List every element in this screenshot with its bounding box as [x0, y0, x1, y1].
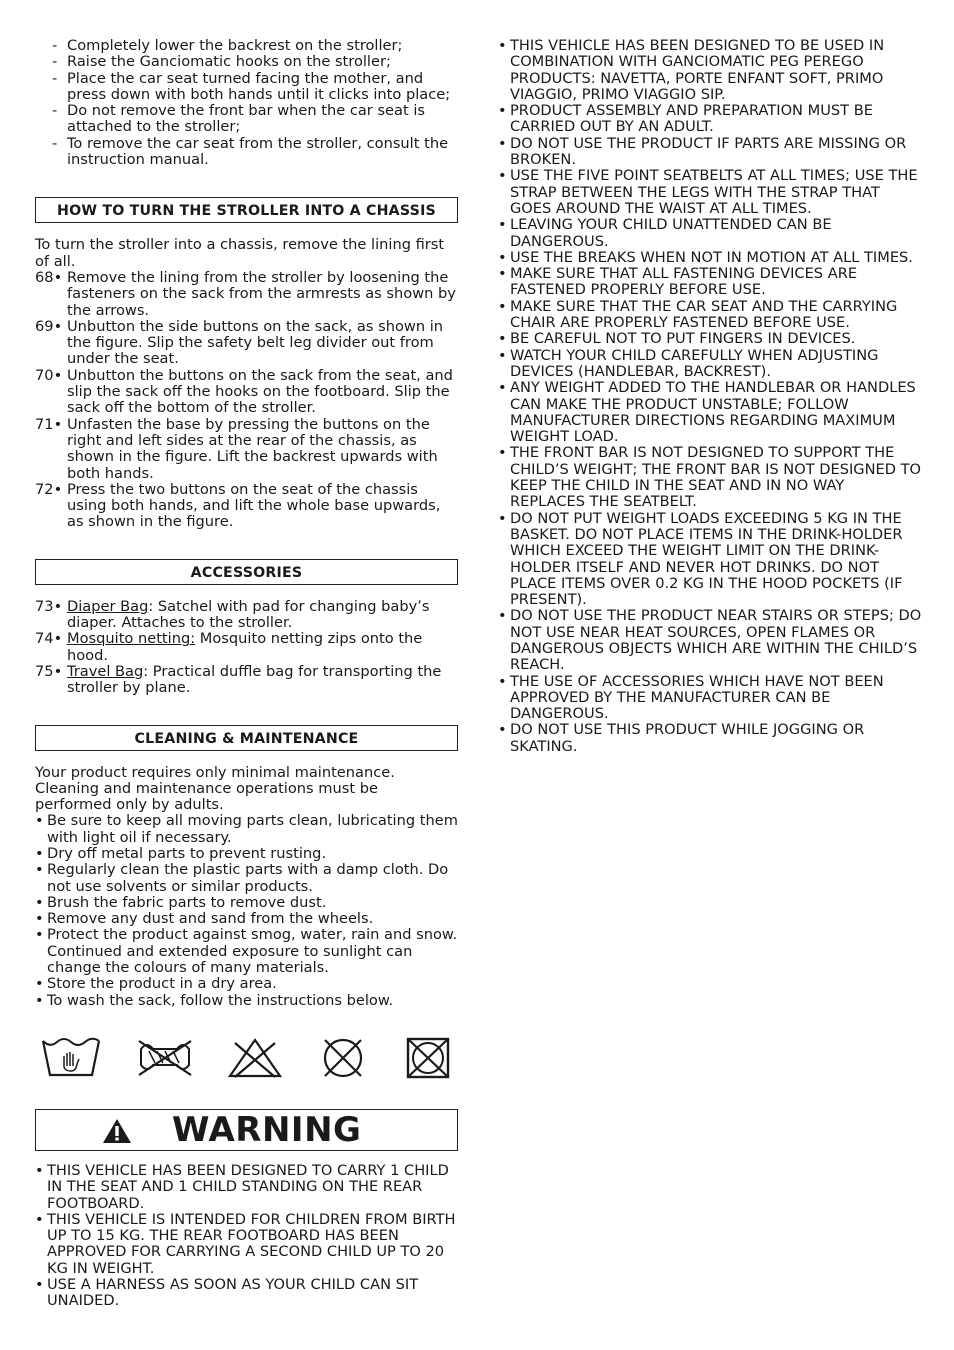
list-item: • Be sure to keep all moving parts clean, lubricating them with light oil if necessary. [35, 812, 458, 846]
list-item: • BE CAREFUL NOT TO PUT FINGERS IN DEVICES. [498, 330, 856, 348]
list-item: 75• Travel Bag: Practical duffle bag for transporting the stroller by plane. [35, 662, 442, 697]
list-item: • USE THE FIVE POINT SEATBELTS AT ALL TIMES; USE THE STRAP BETWEEN THE LEGS WITH THE STRAP THAT GOES AROUND THE WAIST AT ALL TIMES. [498, 167, 918, 217]
list-item: • MAKE SURE THAT THE CAR SEAT AND THE CARRYING CHAIR ARE PROPERLY FASTENED BEFORE USE. [498, 297, 898, 332]
warning-list-right [498, 38, 923, 755]
hand-wash-icon [40, 1037, 102, 1079]
list-item: • THIS VEHICLE HAS BEEN DESIGNED TO CARRY 1 CHILD IN THE SEAT AND 1 CHILD STANDING ON THE REAR FOOTBOARD. [35, 1161, 449, 1212]
warning-triangle-icon [102, 1118, 132, 1144]
list-item: • THIS VEHICLE HAS BEEN DESIGNED TO BE USED IN COMBINATION WITH GANCIOMATIC PEG PEREGO PRODUCTS: NAVETTA, PORTE ENFANT SOFT, PRIMO VIAGGIO, PRIMO VIAGGIO SIP. [498, 37, 885, 103]
do-not-dry-clean-icon [315, 1037, 371, 1079]
list-item: • THE FRONT BAR IS NOT DESIGNED TO SUPPORT THE CHILD’S WEIGHT; THE FRONT BAR IS NOT DESIGNED TO KEEP THE CHILD IN THE SEAT AND IN NO WAY REPLACES THE SEATBELT. [498, 444, 922, 511]
list-item: • Remove any dust and sand from the wheels. [35, 910, 374, 928]
cleaning-heading: CLEANING & MAINTENANCE [35, 725, 458, 751]
list-item: • PRODUCT ASSEMBLY AND PREPARATION MUST BE CARRIED OUT BY AN ADULT. [498, 102, 873, 136]
list-item: 68• Remove the lining from the stroller by loosening the fasteners on the sack from the armrests as shown by the arrows. [35, 268, 456, 319]
car-seat-steps [35, 38, 458, 168]
do-not-bleach-icon [227, 1037, 283, 1079]
warning-title: WARNING [172, 1109, 362, 1150]
list-item: • DO NOT PUT WEIGHT LOADS EXCEEDING 5 KG IN THE BASKET. DO NOT PLACE ITEMS IN THE DRINK-HOLDER WHICH EXCEED THE WEIGHT LIMIT ON THE DRINK-HOLDER ITSELF AND NEVER HOT DRINKS. DO NOT PLACE ITEMS OVER 0.2 KG IN THE HOOD POCKETS (IF PRESENT). [498, 509, 903, 609]
list-item: 70• Unbutton the buttons on the sack from the seat, and slip the sack off the hooks on the footboard. Slip the sack off the bottom of the stroller. [35, 366, 453, 417]
chassis-steps [35, 270, 458, 531]
list-item: - Place the car seat turned facing the mother, and press down with both hands until it clicks into place; [52, 69, 451, 103]
list-item: - To remove the car seat from the stroller, consult the instruction manual. [52, 134, 449, 169]
list-item: • Brush the fabric parts to remove dust. [35, 893, 327, 911]
warning-banner [35, 1109, 458, 1151]
list-item: • Dry off metal parts to prevent rusting. [35, 844, 327, 862]
list-item: 73• Diaper Bag: Satchel with pad for changing baby’s diaper. Attaches to the stroller. [35, 597, 430, 632]
list-item: 74• Mosquito netting: Mosquito netting zips onto the hood. [35, 630, 423, 664]
list-item: • DO NOT USE THIS PRODUCT WHILE JOGGING OR SKATING. [498, 721, 865, 755]
left-column [35, 38, 458, 1310]
right-column [498, 38, 923, 755]
list-item: 71• Unfasten the base by pressing the buttons on the right and left sides at the rear of the chassis, as shown in the figure. Lift the backrest upwards with both hands. [35, 415, 438, 482]
accessories-list [35, 599, 458, 697]
list-item: • Regularly clean the plastic parts with a damp cloth. Do not use solvents or similar products. [35, 861, 449, 895]
list-item: 72• Press the two buttons on the seat of the chassis using both hands, and lift the whole base upwards, as shown in the figure. [35, 480, 441, 531]
list-item: • WATCH YOUR CHILD CAREFULLY WHEN ADJUSTING DEVICES (HANDLEBAR, BACKREST). [498, 346, 879, 380]
chassis-intro: To turn the stroller into a chassis, remove the lining first of all. [35, 236, 445, 270]
list-item: • MAKE SURE THAT ALL FASTENING DEVICES ARE FASTENED PROPERLY BEFORE USE. [498, 265, 858, 299]
list-item: 69• Unbutton the side buttons on the sack, as shown in the figure. Slip the safety belt leg divider out from under the seat. [35, 317, 444, 368]
list-item: • To wash the sack, follow the instructions below. [35, 991, 394, 1009]
chassis-heading: HOW TO TURN THE STROLLER INTO A CHASSIS [35, 197, 458, 223]
list-item: - Completely lower the backrest on the stroller; [52, 37, 403, 54]
warning-list-left [35, 1163, 458, 1310]
list-item: • Store the product in a dry area. [35, 975, 277, 993]
list-item: • DO NOT USE THE PRODUCT IF PARTS ARE MISSING OR BROKEN. [498, 134, 907, 169]
list-item: • USE THE BREAKS WHEN NOT IN MOTION AT ALL TIMES. [498, 248, 913, 266]
cleaning-list [35, 813, 458, 1009]
list-item: - Raise the Ganciomatic hooks on the stroller; [52, 53, 391, 71]
list-item: • Protect the product against smog, water, rain and snow. Continued and extended exposure to sunlight can change the colours of many materials. [35, 926, 458, 977]
do-not-tumble-dry-icon [405, 1037, 451, 1079]
cleaning-intro: Your product requires only minimal maintenance. Cleaning and maintenance operations must be performed only by adults. [35, 763, 395, 814]
list-item: • THIS VEHICLE IS INTENDED FOR CHILDREN FROM BIRTH UP TO 15 KG. THE REAR FOOTBOARD HAS BEEN APPROVED FOR CARRYING A SECOND CHILD UP TO 20 KG IN WEIGHT. [35, 1210, 456, 1277]
list-item: - Do not remove the front bar when the car seat is attached to the stroller; [52, 102, 425, 136]
list-item: • USE A HARNESS AS SOON AS YOUR CHILD CAN SIT UNAIDED. [35, 1276, 419, 1310]
care-icons [35, 1037, 458, 1097]
list-item: • DO NOT USE THE PRODUCT NEAR STAIRS OR STEPS; DO NOT USE NEAR HEAT SOURCES, OPEN FLAMES OR DANGEROUS OBJECTS WHICH ARE WITHIN THE CHILD’S REACH. [498, 607, 922, 674]
list-item: • ANY WEIGHT ADDED TO THE HANDLEBAR OR HANDLES CAN MAKE THE PRODUCT UNSTABLE; FOLLOW MANUFACTURER DIRECTIONS REGARDING MAXIMUM WEIGHT LOAD. [498, 379, 916, 446]
list-item: • THE USE OF ACCESSORIES WHICH HAVE NOT BEEN APPROVED BY THE MANUFACTURER CAN BE DANGEROUS. [498, 672, 884, 723]
do-not-wring-icon [135, 1037, 195, 1079]
accessories-heading: ACCESSORIES [35, 559, 458, 585]
list-item: • LEAVING YOUR CHILD UNATTENDED CAN BE DANGEROUS. [498, 216, 832, 250]
